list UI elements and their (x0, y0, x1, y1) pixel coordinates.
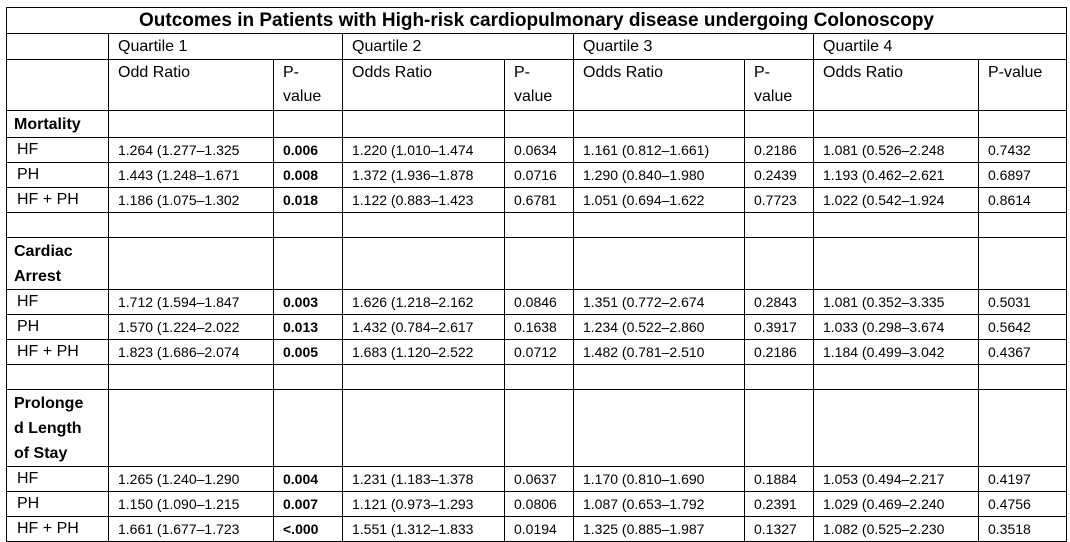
p-value-cell: 0.4756 (979, 492, 1067, 517)
q4-p-value-label: P-value (979, 60, 1067, 111)
p-value-cell: 0.0194 (505, 517, 574, 542)
p-value-cell: 0.7432 (979, 138, 1067, 163)
p-label-line-1: P- (754, 64, 770, 81)
p-value-cell: 0.2843 (745, 290, 814, 315)
odds-ratio-cell: 1.290 (0.840–1.980 (574, 163, 745, 188)
p-value-cell: 0.2391 (745, 492, 814, 517)
odds-ratio-cell: 1.029 (0.469–2.240 (814, 492, 979, 517)
p-value-cell: 0.5642 (979, 315, 1067, 340)
p-value-cell: 0.0716 (505, 163, 574, 188)
section-name-line: Cardiac (14, 243, 73, 260)
empty-cell (745, 111, 814, 138)
odds-ratio-cell: 1.022 (0.542–1.924 (814, 188, 979, 213)
empty-cell (505, 238, 574, 290)
odds-ratio-cell: 1.081 (0.352–3.335 (814, 290, 979, 315)
p-value-cell: 0.018 (274, 188, 343, 213)
empty-cell (574, 390, 745, 467)
empty-cell (7, 365, 109, 390)
p-value-cell: 0.4197 (979, 467, 1067, 492)
odds-ratio-cell: 1.186 (1.075–1.302 (109, 188, 274, 213)
odds-ratio-cell: 1.220 (1.010–1.474 (343, 138, 505, 163)
section-header-row (7, 238, 1067, 290)
category-cell: PH (7, 492, 109, 517)
p-value-cell: 0.1884 (745, 467, 814, 492)
table-row (7, 290, 1067, 315)
p-value-cell: 0.3917 (745, 315, 814, 340)
p-value-cell: 0.006 (274, 138, 343, 163)
odds-ratio-cell: 1.482 (0.781–2.510 (574, 340, 745, 365)
q3-p-value-label (745, 60, 814, 111)
p-value-cell: 0.004 (274, 467, 343, 492)
p-value-cell: 0.0846 (505, 290, 574, 315)
odds-ratio-cell: 1.823 (1.686–2.074 (109, 340, 274, 365)
p-value-cell: <.000 (274, 517, 343, 542)
odds-ratio-cell: 1.570 (1.224–2.022 (109, 315, 274, 340)
p-value-cell: 0.0712 (505, 340, 574, 365)
p-value-cell: 0.7723 (745, 188, 814, 213)
p-value-cell: 0.4367 (979, 340, 1067, 365)
p-value-cell: 0.5031 (979, 290, 1067, 315)
empty-cell (979, 111, 1067, 138)
section-name (7, 111, 109, 138)
odds-ratio-cell: 1.231 (1.183–1.378 (343, 467, 505, 492)
category-cell: HF (7, 138, 109, 163)
table-row (7, 492, 1067, 517)
category-cell: HF (7, 467, 109, 492)
section-header-row (7, 111, 1067, 138)
q2-p-value-label (505, 60, 574, 111)
section-name-line: of Stay (14, 445, 68, 462)
category-cell: PH (7, 315, 109, 340)
empty-cell (745, 213, 814, 238)
empty-cell (274, 238, 343, 290)
empty-cell (343, 111, 505, 138)
odds-ratio-cell: 1.264 (1.277–1.325 (109, 138, 274, 163)
empty-cell (574, 213, 745, 238)
category-cell: HF + PH (7, 517, 109, 542)
empty-cell (109, 111, 274, 138)
section-name-line: d Length (14, 420, 82, 437)
odds-ratio-cell: 1.033 (0.298–3.674 (814, 315, 979, 340)
section-header-row (7, 390, 1067, 467)
p-label-line-2: value (283, 88, 322, 105)
p-value-cell: 0.1638 (505, 315, 574, 340)
p-label-line-1: P- (283, 64, 299, 81)
empty-cell (814, 365, 979, 390)
outcomes-table (6, 7, 1067, 542)
quartile-4-header: Quartile 4 (814, 34, 1067, 60)
table-row (7, 138, 1067, 163)
odds-ratio-cell: 1.170 (0.810–1.690 (574, 467, 745, 492)
p-value-cell: 0.013 (274, 315, 343, 340)
odds-ratio-cell: 1.351 (0.772–2.674 (574, 290, 745, 315)
p-value-cell: 0.008 (274, 163, 343, 188)
p-value-cell: 0.0806 (505, 492, 574, 517)
odds-ratio-cell: 1.325 (0.885–1.987 (574, 517, 745, 542)
p-value-cell: 0.0634 (505, 138, 574, 163)
odds-ratio-cell: 1.712 (1.594–1.847 (109, 290, 274, 315)
p-value-cell: 0.007 (274, 492, 343, 517)
p-value-cell: 0.005 (274, 340, 343, 365)
odds-ratio-cell: 1.193 (0.462–2.621 (814, 163, 979, 188)
odds-ratio-cell: 1.150 (1.090–1.215 (109, 492, 274, 517)
empty-cell (814, 111, 979, 138)
empty-cell (274, 213, 343, 238)
category-cell: PH (7, 163, 109, 188)
empty-cell (109, 390, 274, 467)
q2-odds-ratio-label: Odds Ratio (343, 60, 505, 111)
category-cell: HF + PH (7, 188, 109, 213)
empty-cell (274, 390, 343, 467)
section-name-line: Arrest (14, 268, 62, 285)
p-value-cell: 0.2186 (745, 138, 814, 163)
empty-cell (505, 390, 574, 467)
section-name-line: Mortality (14, 116, 81, 133)
odds-ratio-cell: 1.184 (0.499–3.042 (814, 340, 979, 365)
p-value-cell: 0.3518 (979, 517, 1067, 542)
empty-cell (109, 365, 274, 390)
p-value-cell: 0.003 (274, 290, 343, 315)
empty-cell (505, 213, 574, 238)
q4-odds-ratio-label: Odds Ratio (814, 60, 979, 111)
odds-ratio-cell: 1.234 (0.522–2.860 (574, 315, 745, 340)
odds-ratio-cell: 1.082 (0.525–2.230 (814, 517, 979, 542)
p-value-cell: 0.2439 (745, 163, 814, 188)
odds-ratio-cell: 1.372 (1.936–1.878 (343, 163, 505, 188)
empty-cell (7, 213, 109, 238)
empty-cell (274, 111, 343, 138)
odds-ratio-cell: 1.661 (1.677–1.723 (109, 517, 274, 542)
odds-ratio-cell: 1.087 (0.653–1.792 (574, 492, 745, 517)
odds-ratio-cell: 1.551 (1.312–1.833 (343, 517, 505, 542)
empty-cell (574, 365, 745, 390)
odds-ratio-cell: 1.081 (0.526–2.248 (814, 138, 979, 163)
category-cell: HF (7, 290, 109, 315)
title-row (7, 8, 1067, 34)
odds-ratio-cell: 1.051 (0.694–1.622 (574, 188, 745, 213)
odds-ratio-cell: 1.161 (0.812–1.661) (574, 138, 745, 163)
odds-ratio-cell: 1.432 (0.784–2.617 (343, 315, 505, 340)
odds-ratio-cell: 1.443 (1.248–1.671 (109, 163, 274, 188)
empty-cell (505, 365, 574, 390)
q1-p-value-label (274, 60, 343, 111)
table-row (7, 315, 1067, 340)
empty-cell (343, 213, 505, 238)
empty-cell (574, 238, 745, 290)
odds-ratio-cell: 1.265 (1.240–1.290 (109, 467, 274, 492)
empty-cell (814, 390, 979, 467)
label-blank-cell (7, 60, 109, 111)
column-label-row (7, 60, 1067, 111)
quartile-1-header: Quartile 1 (109, 34, 343, 60)
p-label-line-2: value (514, 88, 553, 105)
empty-cell (979, 365, 1067, 390)
p-value-cell: 0.6897 (979, 163, 1067, 188)
empty-cell (343, 365, 505, 390)
empty-cell (979, 238, 1067, 290)
section-name-line: Prolonge (14, 395, 84, 412)
empty-cell (745, 390, 814, 467)
p-label-line-2: value (754, 88, 793, 105)
p-value-cell: 0.0637 (505, 467, 574, 492)
p-value-cell: 0.1327 (745, 517, 814, 542)
table-row (7, 163, 1067, 188)
table-row (7, 188, 1067, 213)
empty-cell (343, 390, 505, 467)
table-row (7, 340, 1067, 365)
quartile-header-row (7, 34, 1067, 60)
odds-ratio-cell: 1.683 (1.120–2.522 (343, 340, 505, 365)
empty-cell (814, 238, 979, 290)
empty-cell (505, 111, 574, 138)
p-value-cell: 0.2186 (745, 340, 814, 365)
odds-ratio-cell: 1.121 (0.973–1.293 (343, 492, 505, 517)
empty-cell (979, 390, 1067, 467)
section-name (7, 390, 109, 467)
empty-cell (979, 213, 1067, 238)
spacer-row (7, 365, 1067, 390)
spacer-row (7, 213, 1067, 238)
empty-cell (574, 111, 745, 138)
q1-odds-ratio-label: Odd Ratio (109, 60, 274, 111)
odds-ratio-cell: 1.626 (1.218–2.162 (343, 290, 505, 315)
empty-cell (745, 238, 814, 290)
p-value-cell: 0.8614 (979, 188, 1067, 213)
table-row (7, 467, 1067, 492)
empty-cell (109, 213, 274, 238)
quartile-3-header: Quartile 3 (574, 34, 814, 60)
odds-ratio-cell: 1.053 (0.494–2.217 (814, 467, 979, 492)
table-row (7, 517, 1067, 542)
header-blank-cell (7, 34, 109, 60)
section-name (7, 238, 109, 290)
empty-cell (745, 365, 814, 390)
empty-cell (343, 238, 505, 290)
table-title: Outcomes in Patients with High-risk cardiopulmonary disease undergoing Colonoscopy (7, 8, 1067, 34)
q3-odds-ratio-label: Odds Ratio (574, 60, 745, 111)
odds-ratio-cell: 1.122 (0.883–1.423 (343, 188, 505, 213)
empty-cell (109, 238, 274, 290)
p-label-line-1: P- (514, 64, 530, 81)
empty-cell (274, 365, 343, 390)
empty-cell (814, 213, 979, 238)
p-value-cell: 0.6781 (505, 188, 574, 213)
quartile-2-header: Quartile 2 (343, 34, 574, 60)
category-cell: HF + PH (7, 340, 109, 365)
